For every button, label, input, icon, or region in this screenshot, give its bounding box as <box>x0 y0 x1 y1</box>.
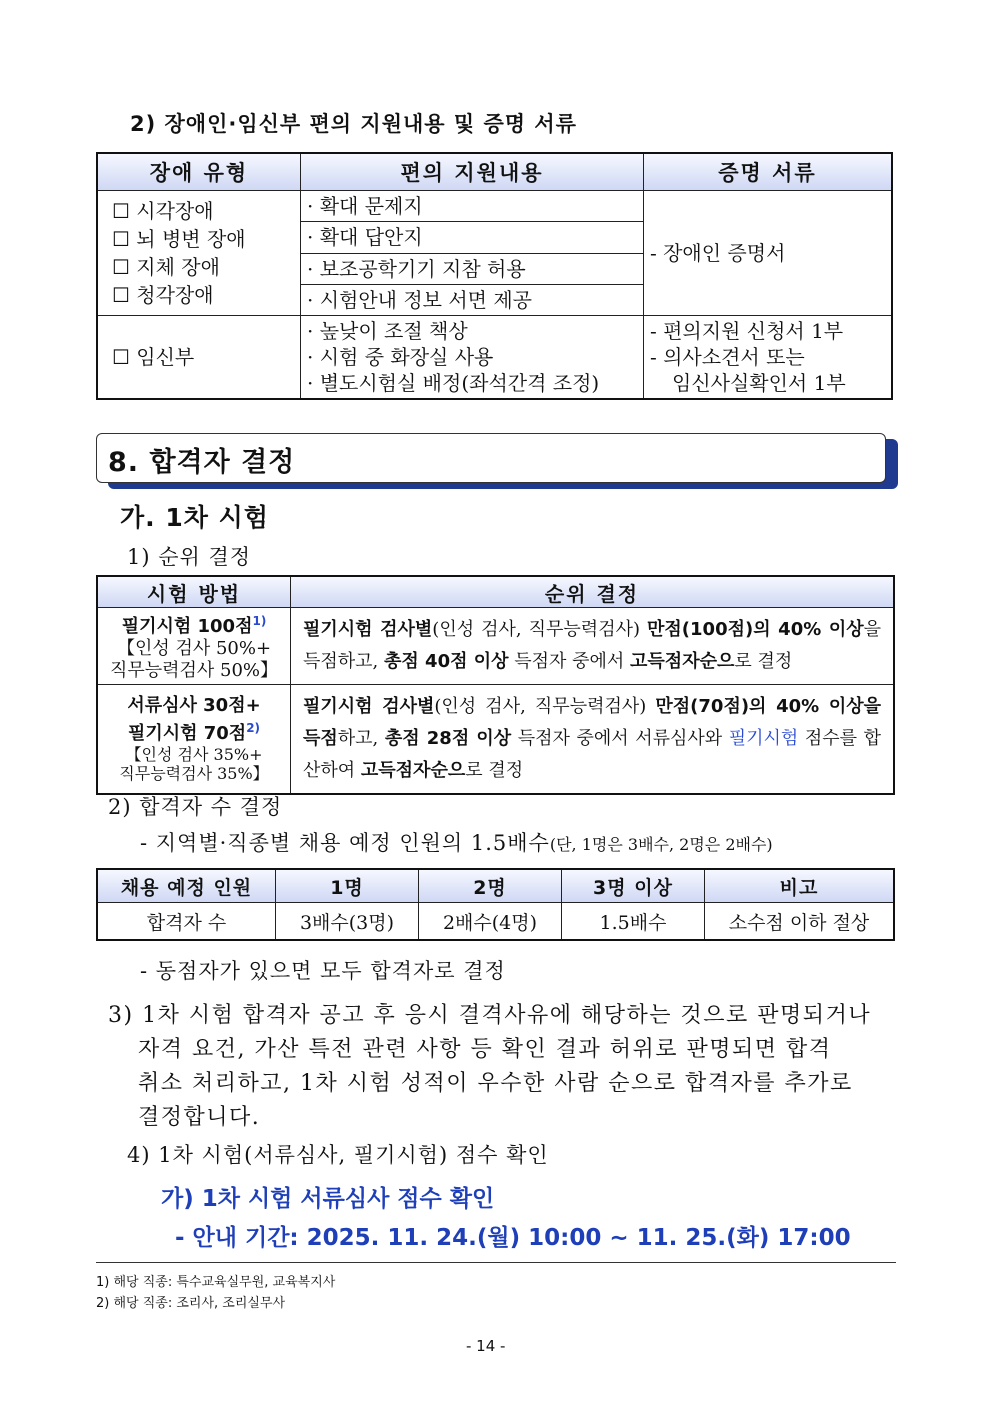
count-desc-note: (단, 1명은 3배수, 2명은 2배수) <box>549 835 773 854</box>
cell-note: 소수점 이하 절상 <box>705 903 895 941</box>
desc-text: 득점자 중에서 서류심사와 <box>511 728 729 749</box>
doc-item: - 편의지원 신청서 1부 <box>650 319 844 343</box>
item-4-title: 4) 1차 시험(서류심사, 필기시험) 점수 확인 <box>127 1143 549 1167</box>
desc-text: 로 결정 <box>734 651 793 672</box>
header-1: 1명 <box>276 869 419 903</box>
header-disability-type: 장애 유형 <box>97 153 301 191</box>
para-line: 자격 요건, 가산 특전 관련 사항 등 확인 결과 허위로 판명되면 합격 <box>138 1037 832 1062</box>
method-written <box>97 608 291 685</box>
method-line: 필기시험 70점 <box>127 723 247 744</box>
checkbox-pregnant: ☐ 임신부 <box>112 345 194 369</box>
header-planned: 채용 예정 인원 <box>97 869 276 903</box>
method-line: 직무능력검사 50%】 <box>109 660 279 681</box>
header-note: 비고 <box>705 869 895 903</box>
cell-2: 2배수(4명) <box>419 903 562 941</box>
pregnant-support-cell <box>301 316 644 400</box>
subsection-title: 가. 1차 시험 <box>120 503 269 532</box>
desc-bold: 고득점자순으 <box>630 651 735 672</box>
method-line: 【인성 검사 50%+ <box>116 638 272 659</box>
footnote-ref: 1) <box>252 614 267 628</box>
support-table <box>96 152 893 400</box>
footnote-2: 2) 해당 직종: 조리사, 조리실무사 <box>96 1296 286 1311</box>
footnote-1: 1) 해당 직종: 특수교육실무원, 교육복지사 <box>96 1275 336 1290</box>
method-line: 【인성 검사 35%+ <box>125 745 263 764</box>
desc-text: 을 득점하고, <box>303 619 882 672</box>
cell-3plus: 1.5배수 <box>562 903 705 941</box>
cell-1: 3배수(3명) <box>276 903 419 941</box>
pregnant-doc-cell <box>644 316 893 400</box>
header-rank: 순위 결정 <box>291 576 895 608</box>
desc-bold: 만점(100점)의 40% 이상 <box>647 619 864 640</box>
item-4a-title: 가) 1차 시험 서류심사 점수 확인 <box>161 1186 495 1212</box>
section-heading: 8. 합격자 결정 <box>108 447 296 478</box>
checkbox-visual: ☐ 시각장애 <box>112 197 286 225</box>
item-count-desc <box>140 827 773 857</box>
item-count-title: 2) 합격자 수 결정 <box>108 795 283 819</box>
method-line: 서류심사 30점+ <box>127 695 261 716</box>
method-line: 필기시험 100점 <box>121 616 253 637</box>
page-number: - 14 - <box>466 1337 506 1355</box>
tie-note: - 동점자가 있으면 모두 합격자로 결정 <box>140 959 506 983</box>
support-item: · 보조공학기기 지참 허용 <box>301 253 644 284</box>
checkbox-hearing: ☐ 청각장애 <box>112 281 286 309</box>
method-document <box>97 685 291 795</box>
desc-bold: 총점 28점 이상 <box>384 728 512 749</box>
desc-text: 득점자 중에서 <box>508 651 631 672</box>
header-support-content: 편의 지원내용 <box>301 153 644 191</box>
count-table <box>96 868 895 941</box>
rank-table <box>96 575 895 795</box>
support-item: · 시험 중 화장실 사용 <box>307 344 637 370</box>
para-line: 취소 처리하고, 1차 시험 성적이 우수한 사람 순으로 합격자를 추가로 <box>138 1071 853 1096</box>
item-rank-title: 1) 순위 결정 <box>127 545 252 569</box>
desc-blue: 필기시험 <box>728 728 799 749</box>
desc-bold: 총점 40점 이상 <box>384 651 509 672</box>
header-method: 시험 방법 <box>97 576 291 608</box>
support-item: · 확대 답안지 <box>301 222 644 253</box>
rank-desc-document <box>291 685 895 795</box>
checkbox-physical: ☐ 지체 장애 <box>112 253 286 281</box>
header-3plus: 3명 이상 <box>562 869 705 903</box>
para-line: 3) 1차 시험 합격자 공고 후 응시 결격사유에 해당하는 것으로 판명되거나 <box>108 1003 872 1028</box>
doc-item: 임신사실확인서 1부 <box>672 371 846 395</box>
row-label: 합격자 수 <box>97 903 276 941</box>
item-3-paragraph <box>108 999 898 1135</box>
footnote-ref: 2) <box>246 721 261 735</box>
checkbox-brain: ☐ 뇌 병변 장애 <box>112 225 286 253</box>
doc-item: - 의사소견서 또는 <box>650 345 805 369</box>
footnote-divider <box>96 1262 896 1263</box>
desc-text: (인성 검사, 직무능력검사) <box>434 696 656 717</box>
support-item: · 별도시험실 배정(좌석간격 조정) <box>307 370 637 396</box>
desc-text: 점수를 합산하여 <box>303 728 881 781</box>
support-item: · 높낮이 조절 책상 <box>307 318 637 344</box>
method-line: 직무능력검사 35%】 <box>119 764 269 783</box>
item-4a-period: - 안내 기간: 2025. 11. 24.(월) 10:00 ~ 11. 25.(화) 17:00 <box>175 1225 851 1251</box>
desc-text: 로 결정 <box>465 760 524 781</box>
desc-bold: 만점(70점)의 40% 이상을 득점 <box>303 696 882 749</box>
support-item: · 시험안내 정보 서면 제공 <box>301 284 644 315</box>
disability-types-cell <box>97 191 301 316</box>
desc-text: (인성 검사, 직무능력검사) <box>432 619 648 640</box>
support-item: · 확대 문제지 <box>301 191 644 222</box>
count-desc-main: - 지역별·직종별 채용 예정 인원의 1.5배수 <box>140 831 550 855</box>
desc-bold: 필기시험 검사별 <box>303 696 435 717</box>
header-2: 2명 <box>419 869 562 903</box>
disability-doc-cell: - 장애인 증명서 <box>644 191 893 316</box>
para-line: 결정합니다. <box>138 1105 261 1130</box>
desc-bold: 고득점자순으 <box>360 760 466 781</box>
header-documents: 증명 서류 <box>644 153 893 191</box>
rank-desc-written <box>291 608 895 685</box>
desc-bold: 필기시험 검사별 <box>303 619 433 640</box>
section-title-support: 2) 장애인·임신부 편의 지원내용 및 증명 서류 <box>130 112 577 136</box>
pregnant-type-cell <box>97 316 301 400</box>
desc-text: 하고, <box>337 728 385 749</box>
